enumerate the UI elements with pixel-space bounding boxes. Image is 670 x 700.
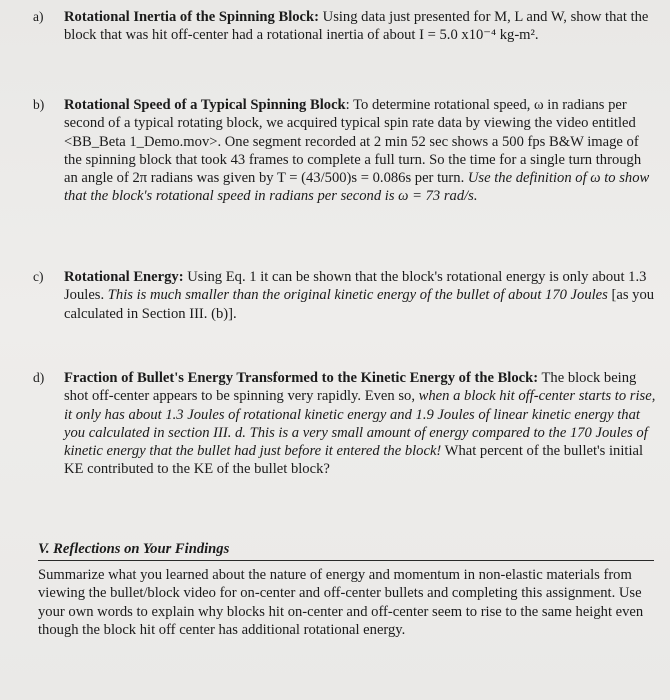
question-marker: b) [33, 97, 45, 112]
question-marker: d) [33, 370, 45, 385]
section-body: Summarize what you learned about the nature of energy and momentum in non-elastic materials from viewing the bullet/block video for on-center and off-center bullets and completing this assignment. Use your own words to explain why blocks hit on-center and off-center seem to rise to the same height even though the block hit off center has additional rotational energy. [38, 567, 644, 638]
question-b [33, 96, 658, 206]
question-body [64, 268, 658, 323]
question-heading: Fraction of Bullet's Energy Transformed to the Kinetic Energy of the Block: [64, 370, 539, 386]
question-italic-text: This is much smaller than the original kinetic energy of the bullet of about 170 Joules [107, 287, 608, 304]
question-tail-text: [as you calculated in Section III. (b)]. [64, 287, 655, 322]
question-italic-text: Use the definition of ω to show that the block's rotational speed in radians per second is ω = 73 rad/s. [64, 170, 650, 205]
question-text: Using data just presented for M, L and W, show that the block that was hit off-center had a rotational inertia of about I = 5.0 x10⁻⁴ kg-m². [64, 9, 649, 44]
question-a [33, 8, 658, 45]
question-body [64, 369, 658, 479]
question-body [64, 96, 658, 206]
question-text: The block being shot off-center appears to be spinning very rapidly. Even so, [64, 370, 637, 405]
question-heading: Rotational Energy: [64, 269, 184, 285]
question-text: : To determine rotational speed, ω in radians per second of a typical rotating block, we acquired typical spin rate data by viewing the video entitled <BB_Beta 1_Demo.mov>. One segment recorded at 2 min 52 sec shows a 500 fps B&W image of the spinning block that took 43 frames to complete a full turn. So the time for a single turn through an angle of 2π radians was given by T = (43/500)s = 0.086s per turn. [64, 97, 642, 187]
question-tail-text: What percent of the bullet's initial KE contributed to the KE of the bullet block? [64, 443, 644, 478]
question-text: Using Eq. 1 it can be shown that the block's rotational energy is only about 1.3 Joules. [64, 269, 647, 304]
question-c [33, 268, 658, 323]
question-heading: Rotational Inertia of the Spinning Block: [64, 9, 320, 25]
question-body [64, 8, 658, 45]
question-marker: a) [33, 9, 44, 24]
question-d [33, 369, 658, 479]
question-heading: Rotational Speed of a Typical Spinning Block [64, 97, 346, 113]
question-marker: c) [33, 269, 44, 284]
section-title: V. Reflections on Your Findings [38, 541, 654, 561]
question-italic-text: when a block hit off-center starts to rise, it only has about 1.3 Joules of rotational kinetic energy and 1.9 Joules of linear kinetic energy that you calculated in section III. d. This is a very small amount of energy compared to the 170 Joules of kinetic energy that the bullet had just before it entered the block! [64, 388, 656, 460]
